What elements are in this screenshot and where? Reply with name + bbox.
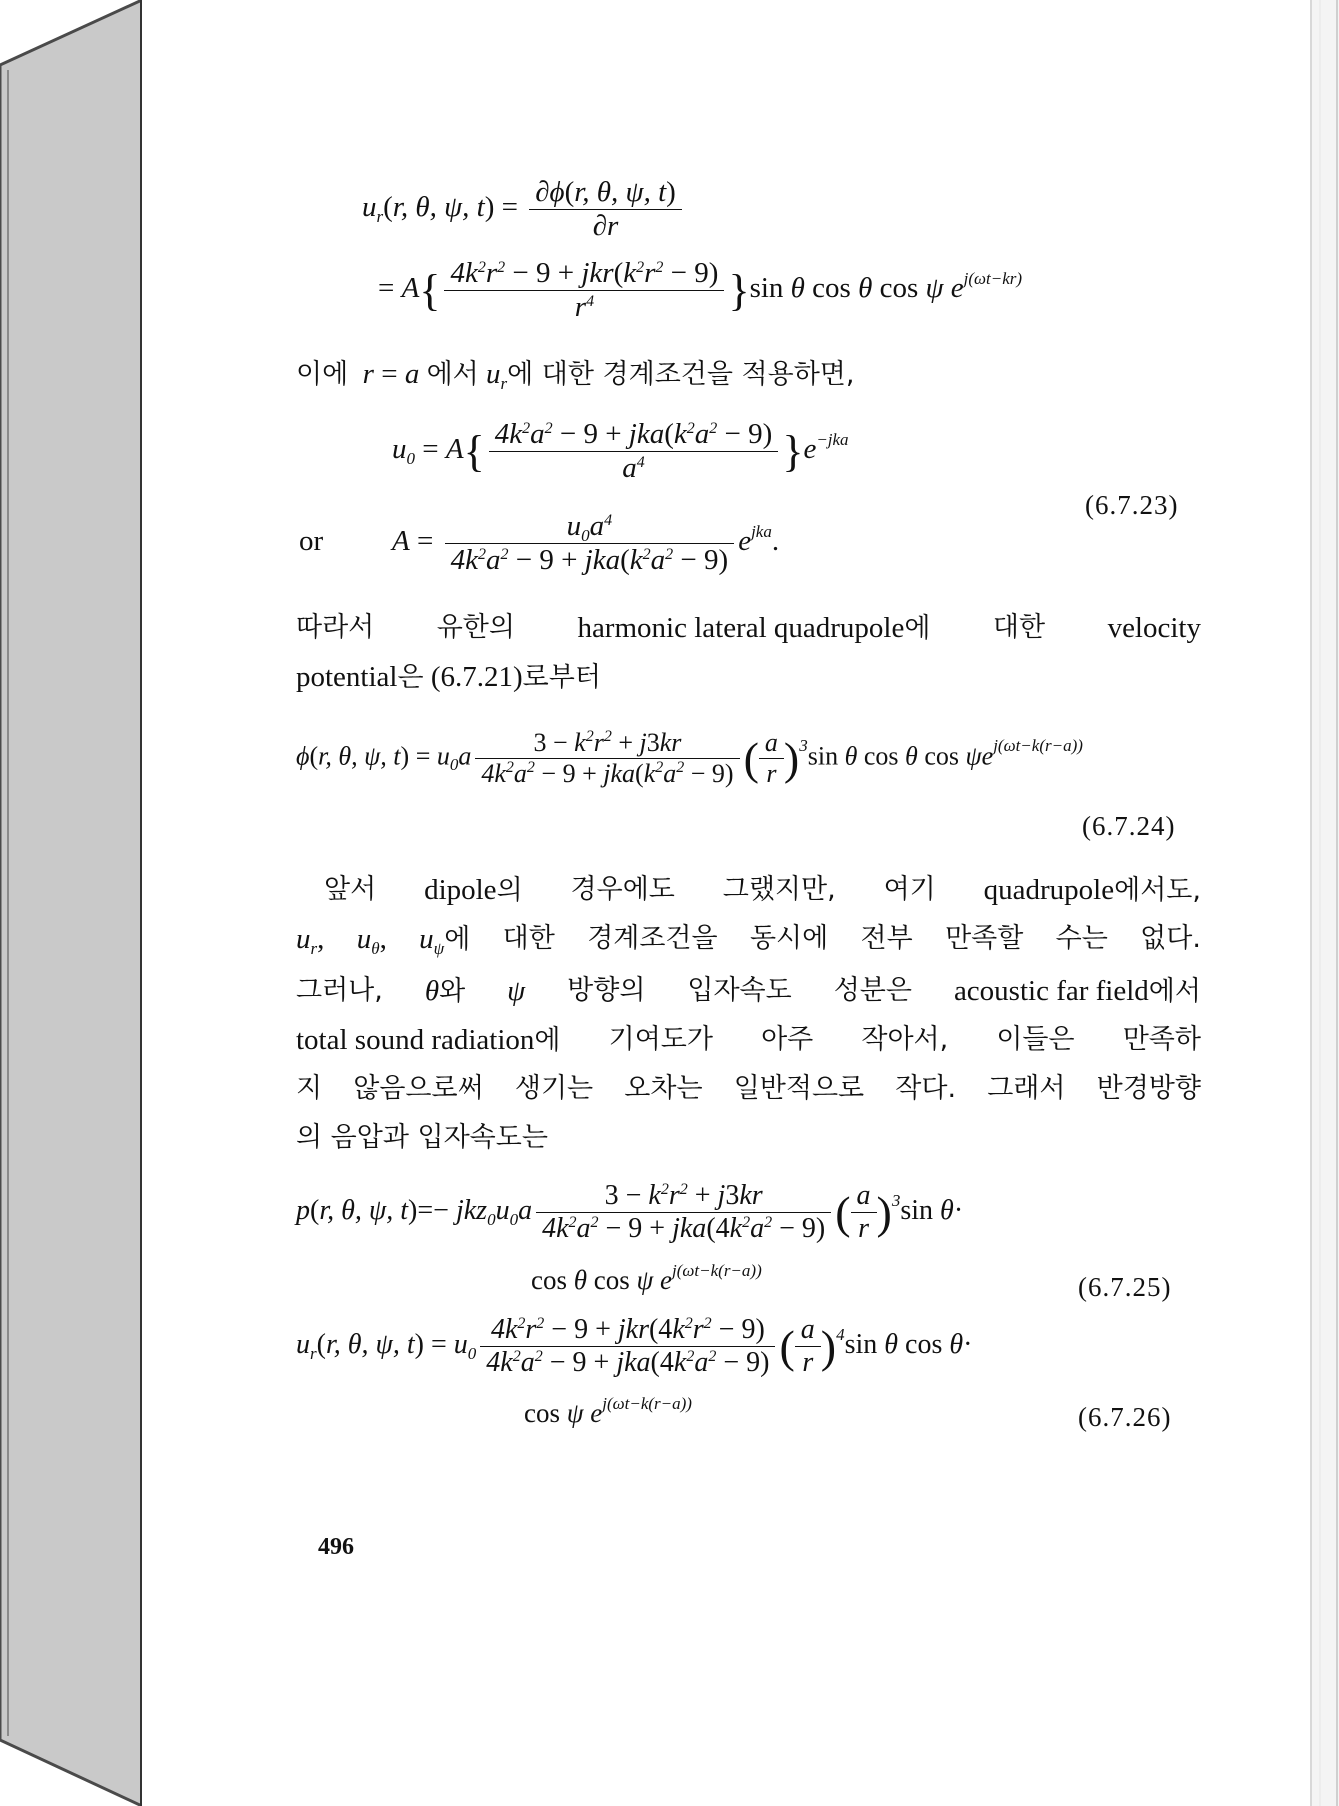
equation-radial-velocity-continued: cos ψ $e^{j(\omega t-k(r-a))}$ (524, 1394, 692, 1428)
page-edge-decoration (1310, 0, 1339, 1806)
equation-pressure: p(r, θ, ψ, $t)=- jkz_0u_0a$ $\frac{3 - k^2r^2 + j3kr}{4k^2a^2 - 9 + jka(4k^2a^2 - 9)}$ ( $\frac{a}{r}$ )$^3$sin θ· (296, 1180, 964, 1244)
equation-number-6-7-24: (6.7.24) (1082, 811, 1176, 841)
equation-ur-derivative: $u_r(r$, θ, ψ, t) = $\frac{\partial\phi(r, \theta, \psi, t)}{\partial r}$ (362, 176, 686, 243)
equation-radial-velocity: $u_r(r$, θ, ψ, $t) = u_0$ $\frac{4k^2r^2 - 9 + jkr(4k^2r^2 - 9)}{4k^2a^2 - 9 + jka(4k^2a^2 - 9)}$ ( $\frac{a}{r}$ )$^4$sin θ cos θ· (296, 1314, 973, 1378)
page-number: 496 (318, 1534, 354, 1560)
book-spine-decoration (0, 0, 142, 1806)
equation-ur-expanded: = A{ $\frac{4k^2r^2 - 9 + jkr(k^2r^2 - 9)}{r^4}$ }sin θ cos θ cos ψ $e^{j(\omega t-kr)}$ (378, 257, 1023, 323)
paragraph-boundary-discussion: 앞서 dipole의 경우에도 그랬지만, 여기 quadrupole에서도, $u_r$, $u_\theta$, $u_\psi$에 대한 경계조건을 동시에 전부 만족할 수는 없다. 그러나, θ와 ψ 방향의 입자속도 성분은 acoustic far field에서 total sound radiation에 기여도가 아주 작아서, 이들은 만족하 지 않음으로써 생기는 오차는 일반적으로 작다. 그래서 반경방향 의 음압과 입자속도는 (296, 874, 1201, 1153)
equation-A: A = $\frac{u_0a^4}{4k^2a^2 - 9 + jka(k^2a^2 - 9)}$ $e^{jka}$. (392, 510, 780, 576)
equation-pressure-continued: cos θ cos ψ $e^{j(\omega t-k(r-a))}$ (531, 1261, 762, 1295)
paragraph-velocity-potential: 따라서 유한의 harmonic lateral quadrupole에 대한 velocity potential은 (6.7.21)로부터 (296, 612, 1201, 693)
equation-number-6-7-25: (6.7.25) (1078, 1272, 1172, 1302)
equation-u0: $u_0 = A${ $\frac{4k^2a^2 - 9 + jka(k^2a^2 - 9)}{a^4}$ }$e^{-jka}$ (392, 418, 849, 484)
equation-number-6-7-23: (6.7.23) (1085, 490, 1179, 520)
boundary-condition-sentence: 이에 r = a 에서 $u_r$에 대한 경계조건을 적용하면, (296, 358, 855, 393)
equation-number-6-7-26: (6.7.26) (1078, 1402, 1172, 1432)
or-label: or (299, 525, 324, 557)
equation-phi: ϕ(r, θ, ψ, $t) = u_0a$ $\frac{3 - k^2r^2 + j3kr}{4k^2a^2 - 9 + jka(k^2a^2 - 9)}$ ( $\frac{a}{r}$ )$^3$sin θ cos θ $\cos \psi e^{j(\omega t-k(r-a))}$ (296, 728, 1083, 788)
